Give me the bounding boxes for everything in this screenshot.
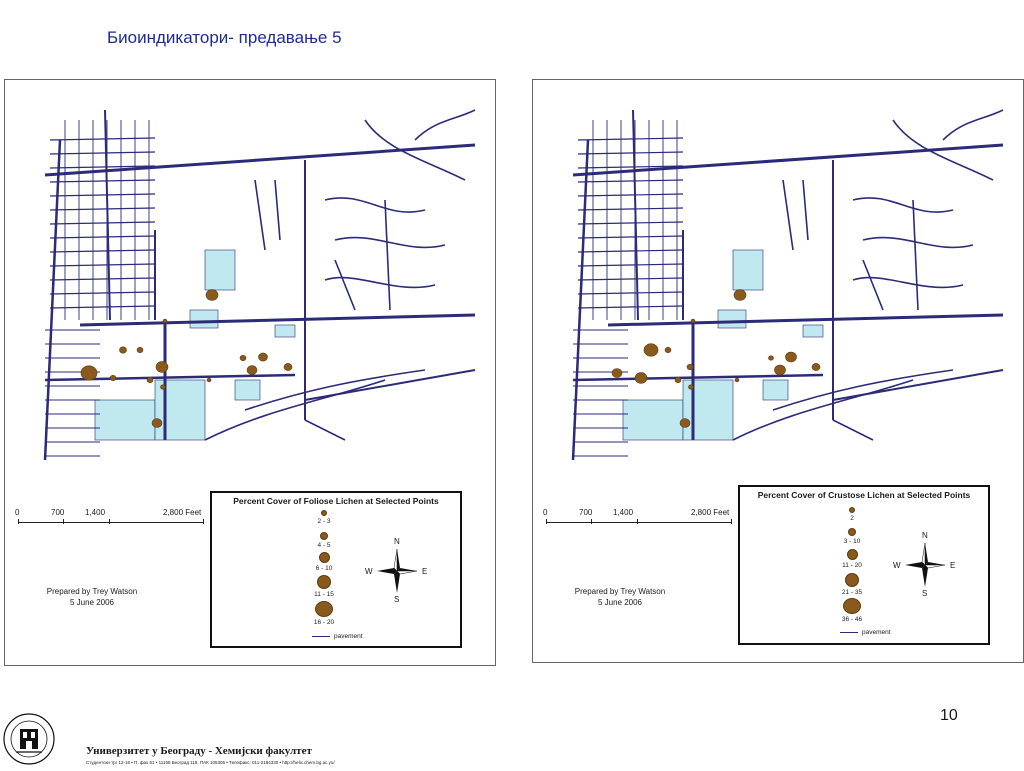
sample-point: [156, 362, 168, 373]
compass-w: W: [893, 561, 901, 570]
sample-point: [644, 344, 658, 357]
scale-tick: [731, 519, 732, 524]
scale-label-700: 700: [579, 508, 593, 517]
sample-point: [689, 385, 694, 390]
pavement-line-icon: [312, 636, 330, 637]
scale-tick: [546, 519, 547, 524]
sample-point: [259, 353, 268, 361]
street-path: [385, 200, 390, 310]
scale-bar: [543, 508, 743, 538]
sample-point: [691, 319, 695, 323]
sample-point: [137, 347, 143, 352]
sample-point: [163, 319, 167, 323]
street-line: [50, 278, 155, 280]
street-line: [50, 180, 155, 182]
slide-title: Биоиндикатори- предавање 5: [107, 28, 342, 47]
scale-tick: [637, 519, 638, 524]
campus-area: [733, 250, 763, 290]
legend-title: Percent Cover of Foliose Lichen at Selected Points: [233, 496, 439, 506]
compass-w: W: [365, 567, 373, 576]
legend-class-label: 11 - 20: [842, 562, 862, 569]
compass-rose-icon: [367, 541, 427, 601]
street-line: [578, 250, 683, 252]
compass-n: N: [922, 531, 928, 540]
sample-point: [81, 366, 97, 380]
scale-label-0: 0: [543, 508, 548, 517]
street-path: [803, 180, 808, 240]
scale-label-2800: 2,800 Feet: [691, 508, 730, 517]
sample-point: [207, 378, 211, 382]
legend-class-label: 16 - 20: [313, 619, 335, 626]
sample-point: [735, 378, 739, 382]
north-arrow: [365, 537, 428, 604]
sample-point: [147, 377, 153, 382]
sample-point: [635, 373, 647, 384]
street-line: [50, 222, 155, 224]
sample-point: [284, 363, 292, 370]
legend-class: [832, 528, 872, 545]
sample-point: [675, 377, 681, 382]
prepared-date: 5 June 2006: [69, 598, 115, 607]
campus-area: [803, 325, 823, 337]
legend-class-label: 2 - 3: [317, 518, 331, 525]
legend-class: [304, 510, 344, 525]
compass-rose-icon: [895, 535, 955, 595]
university-name: Универзитет у Београду - Хемијски факултет: [86, 745, 312, 757]
point-symbol-icon: [319, 552, 330, 563]
sample-point: [206, 290, 218, 301]
compass-e: E: [422, 567, 428, 576]
credits: [37, 586, 147, 608]
north-arrow: [893, 531, 956, 598]
scale-label-1400: 1,400: [85, 508, 106, 517]
scale-label-1400: 1,400: [613, 508, 634, 517]
sample-point: [612, 369, 622, 378]
street-line: [578, 180, 683, 182]
street-path: [205, 380, 385, 440]
street-path: [783, 180, 793, 250]
sample-point: [247, 366, 257, 375]
sample-point: [240, 355, 246, 360]
pavement-label: pavement: [862, 629, 891, 636]
street-path: [275, 180, 280, 240]
street-path: [325, 278, 435, 288]
street-line: [50, 292, 155, 294]
campus-area: [623, 400, 683, 440]
street-map: [533, 80, 1023, 485]
credits: [565, 586, 675, 608]
point-symbol-icon: [849, 507, 855, 513]
sample-point: [665, 347, 671, 352]
street-path: [733, 380, 913, 440]
point-symbol-icon: [317, 575, 331, 589]
compass-e: E: [950, 561, 956, 570]
scale-tick: [591, 519, 592, 524]
legend-class: [832, 549, 872, 569]
compass-s: S: [394, 595, 400, 604]
campus-area: [235, 380, 260, 400]
street-line: [578, 194, 683, 196]
street-line: [578, 278, 683, 280]
university-logo: [2, 712, 56, 766]
street-line: [573, 140, 588, 460]
street-path: [325, 198, 425, 212]
street-path: [335, 238, 445, 248]
street-line: [578, 152, 683, 154]
street-line: [578, 138, 683, 140]
street-line: [50, 194, 155, 196]
street-line: [573, 375, 823, 380]
legend-pavement: [840, 629, 891, 636]
street-line: [105, 110, 110, 320]
scale-tick: [63, 519, 64, 524]
street-line: [45, 145, 475, 175]
scale-line: [18, 522, 204, 523]
legend-class: [304, 552, 344, 572]
street-path: [853, 198, 953, 212]
street-line: [573, 145, 1003, 175]
legend-class-label: 36 - 46: [841, 616, 863, 623]
street-line: [50, 208, 155, 210]
point-symbol-icon: [321, 510, 327, 516]
university-address: Студентски трг 12-16 • П. фах 51 • 11158 Београд 118, ПАК 105305 • Телефакс: 011-2184330 • http://helix.chem.bg.ac.yu/: [86, 760, 335, 765]
scale-bar: [15, 508, 215, 538]
scale-tick: [18, 519, 19, 524]
campus-area: [275, 325, 295, 337]
street-line: [50, 152, 155, 154]
page-number: 10: [940, 707, 958, 724]
sample-point: [812, 363, 820, 370]
pavement-label: pavement: [334, 633, 363, 640]
street-path: [863, 238, 973, 248]
point-symbol-icon: [847, 549, 858, 560]
compass-n: N: [394, 537, 400, 546]
legend-class: [304, 532, 344, 549]
scale-label-2800: 2,800 Feet: [163, 508, 202, 517]
street-line: [50, 306, 155, 308]
legend-class-label: 21 - 35: [841, 589, 863, 596]
street-line: [50, 236, 155, 238]
map-legend: [210, 491, 462, 648]
sample-point: [775, 365, 786, 375]
scale-tick: [109, 519, 110, 524]
scale-label-0: 0: [15, 508, 20, 517]
street-path: [943, 110, 1003, 140]
scale-label-700: 700: [51, 508, 65, 517]
legend-class-label: 4 - 5: [317, 542, 331, 549]
campus-area: [718, 310, 746, 328]
street-path: [863, 260, 883, 310]
street-network: [45, 110, 475, 460]
street-line: [578, 264, 683, 266]
legend-pavement: [312, 633, 363, 640]
crustose-lichen-map: [532, 79, 1024, 663]
street-line: [578, 222, 683, 224]
legend-class-label: 3 - 10: [843, 538, 861, 545]
campus-area: [190, 310, 218, 328]
sample-point: [161, 385, 166, 390]
street-map: [5, 80, 495, 490]
street-path: [335, 260, 355, 310]
street-line: [45, 140, 60, 460]
legend-class: [832, 598, 872, 623]
street-line: [608, 315, 1003, 325]
map-legend: [738, 485, 990, 645]
sample-point: [786, 352, 797, 362]
street-line: [633, 110, 638, 320]
point-symbol-icon: [848, 528, 856, 536]
legend-class: [304, 575, 344, 598]
campus-area: [763, 380, 788, 400]
street-line: [50, 264, 155, 266]
pavement-line-icon: [840, 632, 858, 633]
legend-class: [832, 507, 872, 522]
street-path: [833, 420, 873, 440]
point-symbol-icon: [845, 573, 859, 587]
point-symbol-icon: [315, 601, 333, 617]
legend-class-label: 6 - 10: [315, 565, 333, 572]
legend-title: Percent Cover of Crustose Lichen at Selected Points: [757, 490, 971, 500]
legend-class-label: 2: [850, 515, 854, 522]
scale-line: [546, 522, 732, 523]
point-symbol-icon: [320, 532, 328, 540]
university-seal-icon: [2, 712, 56, 766]
street-path: [913, 200, 918, 310]
prepared-by: Prepared by Trey Watson: [574, 587, 666, 596]
street-line: [50, 138, 155, 140]
point-symbol-icon: [843, 598, 861, 614]
campus-area: [205, 250, 235, 290]
legend-class: [832, 573, 872, 596]
campus-area: [95, 400, 155, 440]
street-path: [415, 110, 475, 140]
sample-point: [734, 290, 746, 301]
prepared-by: Prepared by Trey Watson: [46, 587, 138, 596]
street-path: [255, 180, 265, 250]
sample-point: [769, 356, 774, 361]
compass-s: S: [922, 589, 928, 598]
street-line: [578, 208, 683, 210]
street-line: [50, 250, 155, 252]
prepared-date: 5 June 2006: [597, 598, 643, 607]
sample-point: [110, 375, 116, 380]
legend-class: [304, 601, 344, 626]
sample-point: [120, 347, 127, 353]
scale-tick: [203, 519, 204, 524]
legend-class-label: 11 - 15: [314, 591, 334, 598]
sample-point: [687, 364, 693, 369]
sample-point: [680, 419, 690, 428]
street-network: [573, 110, 1003, 460]
street-path: [305, 420, 345, 440]
street-path: [853, 278, 963, 288]
street-line: [578, 292, 683, 294]
street-line: [578, 306, 683, 308]
sample-point: [152, 419, 162, 428]
street-line: [578, 236, 683, 238]
street-line: [80, 315, 475, 325]
foliose-lichen-map: [4, 79, 496, 666]
